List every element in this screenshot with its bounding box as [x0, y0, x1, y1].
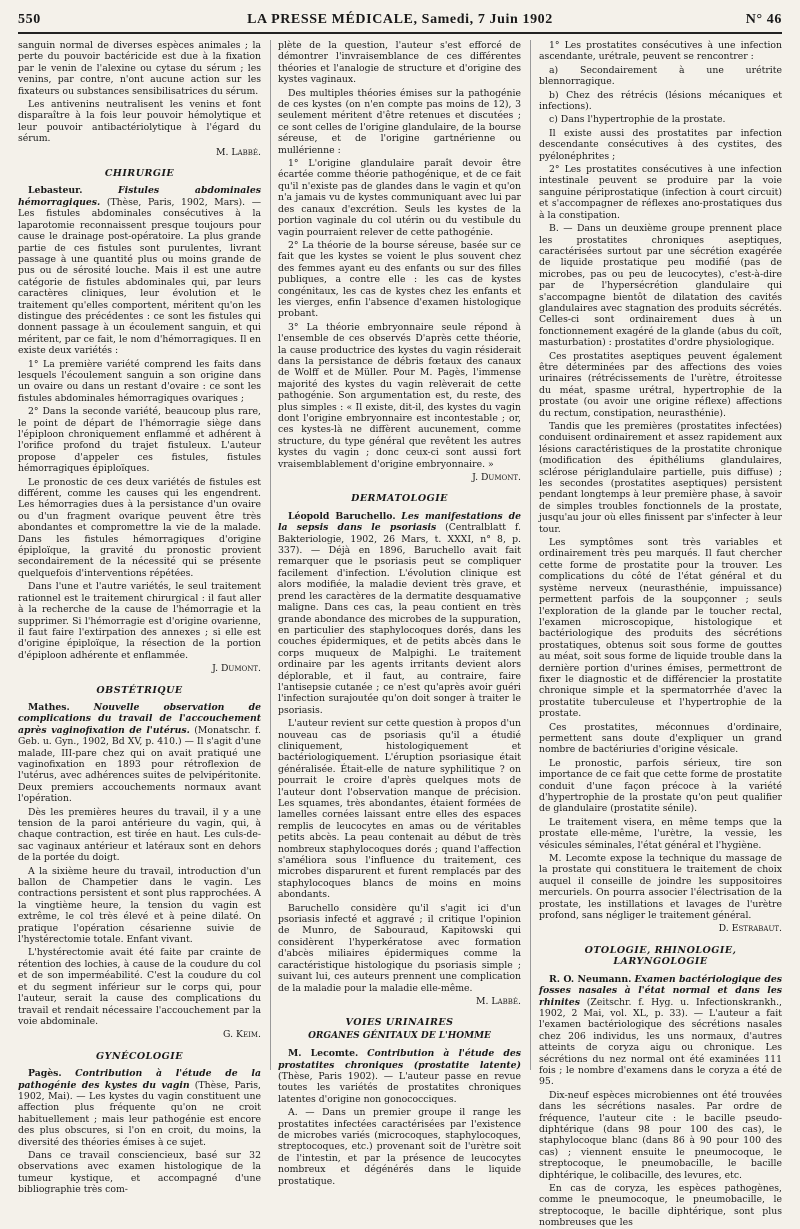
signature: J. Dumont. — [212, 663, 261, 675]
paragraph: A. — Dans un premier groupe il range les prostatites infectées caractérisées par l'existence de microbes variés (microcoques, staphylocoques, streptocoques, etc.) provenant soit de l'urètre soit de l'intestin, et par la présence de leucocytes nombreux et dégénérés dans le liquide prostatique. — [278, 1107, 521, 1187]
paragraph: Le pronostic de ces deux variétés de fistules est différent, comme les causes qui les engendrent. Les hémorragies dues à la persistance d'un ovaire ou d'un fragment ovarique peuvent être très abondantes et compromettre la vie de la malade. Dans les fistules hémorragiques d'origine épiploïque, la gravité du pronostic provient secondairement de la nécessité qui se présente quelquefois d'interventions répétées. — [18, 476, 261, 579]
abstract-lead — [539, 974, 782, 1088]
author: R. O. Neumann. — [549, 973, 632, 985]
article-title: Examen bactériologique des fosses nasales à l'état normal et dans les rhinites — [539, 973, 782, 1008]
author: Pagès. — [28, 1068, 62, 1080]
section-heading-dermatologie: DERMATOLOGIE — [351, 493, 448, 505]
page-number: 550 — [18, 12, 41, 27]
paragraph: Dès les premières heures du travail, il y a une tension de la paroi antérieure du vagin, qui, à chaque contraction, est tirée en haut. Les culs-de-sac vaginaux antérieur et latéraux sont en dehors de la portée du doigt. — [18, 806, 261, 864]
signature: M. Labbé. — [475, 995, 521, 1007]
paragraph: Dans l'une et l'autre variétés, le seul traitement rationnel est le traitement chirurgical : il faut aller à la recherche de la cause de l'hémorragie et la supprimer. Si l'hémorragie est d'origine ovarienne, il faut faire l'extirpation des annexes ; si elle est d'origine épiploïque, la résection de la portion d'épiploon adhérente et enflammée. — [18, 581, 261, 661]
paragraph: Dix-neuf espèces microbiennes ont été trouvées dans les sécrétions nasales. Par ordre de fréquence, l'auteur cite : le bacille pseudo-diphtérique (dans 98 pour 100 des cas), le staphylocoque blanc (dans 86 à 90 pour 100 des cas) ; viennent ensuite le pneumocoque, le streptocoque, le pneumobacille, le bacille diphtérique, le colibacille, des levures, etc. — [539, 1089, 782, 1181]
paragraph: b) Chez des rétrécis (lésions mécaniques et infections). — [539, 89, 782, 113]
paragraph-text: (Thèse, Paris, 1902, Mai). — Les kystes du vagin constituent une affection plus fréquente qu'on ne croit habituellement ; mais leur pathogénie est encore des plus obscures, si l'on en croit, du moins, la diversité des théories émises à ce sujet. — [18, 1079, 261, 1148]
paragraph: 1° La première variété comprend les faits dans lesquels l'écoulement sanguin a son origine dans un ovaire ou dans un restant d'ovaire : ce sont les fistules abdominales hémorragiques ovariques ; — [18, 358, 261, 404]
page-header — [18, 12, 782, 34]
abstract-lead — [18, 185, 261, 356]
paragraph: plète de la question, l'auteur s'est efforcé de démontrer l'invraisemblance de ces différentes théories et l'analogie de structure et d'origine des kystes vaginaux. — [278, 40, 521, 86]
section-heading-otologie: OTOLOGIE, RHINOLOGIE, LARYNGOLOGIE — [584, 944, 737, 968]
paragraph: Il existe aussi des prostatites par infection descendante consécutives à des cystites, des pyélonéphrites ; — [539, 127, 782, 162]
article-title: Contribution à l'étude des prostatites chroniques (prostatite latente) — [278, 1048, 521, 1071]
article-title: Nouvelle observation de complications du travail de l'accouchement après vaginofixation de l'utérus. — [18, 701, 261, 736]
paragraph-text: (Zeitschr. f. Hyg. u. Infectionskrankh., 1902, 2 Mai, vol. XL, p. 33). — L'auteur a fait l'examen bactériologique des sécrétions nasales chez 206 individus, les uns normaux, d'autres atteints de coryza aigu ou chronique. Les sécrétions du nez normal ont été examinées 111 fois ; le nombre d'examens dans le coryza a été de 95. — [539, 996, 782, 1088]
paragraph: A la sixième heure du travail, introduction d'un ballon de Champetier dans le vagin. Les contractions persistent et sont plus rapprochées. A la vingtième heure, la tension du vagin est extrême, le col très élevé et à peine dilaté. On pratique l'opération césarienne suivie de l'hystérectomie totale. Enfant vivant. — [18, 865, 261, 946]
article-title: Les manifestations de la sepsis dans le psoriasis — [278, 510, 521, 534]
paragraph: c) Dans l'hypertrophie de la prostate. — [549, 114, 726, 126]
signature: J. Dumont. — [472, 472, 521, 484]
paragraph: 2° Les prostatites consécutives à une infection intestinale peuvent se produire par la voie sanguine périprostatique (infection à court circuit) et s'accompagner de réflexes ano-prostatiques dus à la constipation. — [539, 164, 782, 221]
paragraph: M. Lecomte expose la technique du massage de la prostate qui constituera le traitement de choix auquel il conseille de joindre les suppositoires mercuriels. On pourra associer l'électrisation de la prostate, les instillations et lavages de l'urètre profond, sans négliger le traitement général. — [539, 853, 782, 922]
author: Léopold Baruchello. — [288, 510, 396, 522]
paragraph: Le traitement visera, en même temps que la prostate elle-même, l'urètre, la vessie, les vésicules séminales, l'état général et l'hygiène. — [539, 816, 782, 851]
author: M. Lecomte. — [288, 1048, 359, 1060]
paragraph: Ces prostatites, méconnues d'ordinaire, permettent sans doute d'expliquer un grand nombre de bactériuries d'origine vésicale. — [539, 721, 782, 756]
paragraph: Les antivenins neutralisent les venins et font disparaître à la fois leur pouvoir hémolytique et leur pouvoir antibactériolytique à l'égard du sérum. — [18, 99, 261, 145]
section-heading-gynecologie: GYNÉCOLOGIE — [96, 1050, 183, 1062]
paragraph: 3° La théorie embryonnaire seule répond à l'ensemble de ces observés D'après cette théorie, la cause productrice des kystes du vagin résiderait dans la persistance de débris fœtaux des canaux de Wolff et de Müller. Pour M. Pagès, l'immense majorité des kystes du vagin relèverait de cette pathogénie. Son argumentation est, du reste, des plus simples : « Il existe, dit-il, des kystes du vagin dont l'origine embryonnaire est incontestable ; or, ces kystes-là ne diffèrent aucunement, comme structure, du type général que revêtent les autres kystes du vagin ; donc ceux-ci sont aussi fort vraisemblablement d'origine embryonnaire. » — [278, 321, 521, 470]
paragraph-text: (Centralblatt f. Bakteriologie, 1902, 26 Mars, t. XXXI, n° 8, p. 337). — Déjà en 1896, Baruchello avait fait remarquer que le psoriasis peut se compliquer facilement d'infection. L'évolution clinique est alors modifiée, la maladie devient très grave, et prend les caractères de la dermatite desquamative maligne. Dans ces cas, la peau contient en très grande abondance des microbes de la suppuration, en particulier des staphylocoques dorés, dans les couches épidermiques, et de petits abcès dans le corps muqueux de Malpighi. Le traitement ordinaire par les agents irritants devient alors déplorable, et il faut, au contraire, faire l'antisepsie cutanée ; ce n'est qu'après avoir guéri l'infection surajoutée qu'on doit songer à traiter le psoriasis. — [278, 522, 521, 716]
section-heading-obstetrique: OBSTÉTRIQUE — [96, 684, 183, 696]
section-heading-voies-urinaires: VOIES URINAIRES — [345, 1017, 454, 1029]
author: Mathes. — [28, 701, 70, 713]
paragraph: Dans ce travail consciencieux, basé sur 32 observations avec examen histologique de la tumeur kystique, et accompagné d'une bibliographie très com- — [18, 1149, 261, 1196]
column-middle — [278, 40, 521, 1187]
paragraph-text: (Monatschr. f. Geb. u. Gyn., 1902, Bd XV, p. 410.) — Il s'agit d'une malade, III-pare chez qui on avait pratiqué une vaginofixation en 1893 pour rétroflexion de l'utérus, avec adhérences suites de pelvipéritonite. Deux premiers accouchements normaux avant l'opération. — [18, 724, 261, 805]
paragraph: Baruchello considère qu'il s'agit ici d'un psoriasis infecté et aggravé ; il critique l'opinion de Munro, de Sabouraud, Kapitowski qui considèrent l'hyperkératose avec formation d'abcès miliaires épidermiques comme la caractéristique histologique du psoriasis simple ; suivant lui, ces auteurs prennent une complication de la maladie pour la maladie elle-même. — [278, 902, 521, 994]
paragraph: a) Secondairement à une urétrite blennorragique. — [539, 64, 782, 88]
paragraph: L'hystérectomie avait été faite par crainte de rétention des lochies, à cause de la coudure du col et de son imperméabilité. C'est la coudure du col et du segment inférieur sur le corps qui, pour l'auteur, serait la cause des complications du travail et rendait nécessaire l'accouchement par la voie abdominale. — [18, 947, 261, 1027]
paragraph: 1° L'origine glandulaire paraît devoir être écartée comme théorie pathogénique, et de ce fait qu'il n'existe pas de glandes dans le vagin et qu'on n'a jamais vu de kystes communiquant avec lui par des canaux d'excrétion. Seuls les kystes de la portion vaginale du col utérin ou du vestibule du vagin pourraient relever de cette pathogénie. — [278, 158, 521, 238]
journal-title: LA PRESSE MÉDICALE, Samedi, 7 Juin 1902 — [247, 12, 553, 27]
issue-number: N° 46 — [745, 12, 782, 27]
paragraph-text: (Thèse, Paris 1902). — L'auteur passe en revue toutes les variétés de prostatites chroniques latentes d'origine non gonococciques. — [278, 1070, 521, 1105]
abstract-lead — [18, 702, 261, 805]
article-title: Contribution à l'étude de la pathogénie des kystes du vagin — [18, 1068, 261, 1091]
column-right — [539, 40, 782, 1229]
abstract-lead — [278, 1048, 521, 1105]
column-left — [18, 40, 261, 1196]
column-divider — [530, 40, 531, 1070]
abstract-lead — [278, 511, 521, 716]
paragraph: En cas de coryza, les espèces pathogènes, comme le pneumocoque, le pneumobacille, le streptocoque, le bacille diphtérique, sont plus nombreuses que les — [539, 1183, 782, 1229]
paragraph: L'auteur revient sur cette question à propos d'un nouveau cas de psoriasis qu'il a étudié cliniquement, histologiquement et bactériologiquement. L'éruption psoriasique était généralisée. Était-elle de nature syphilitique ? on pourrait le croire d'après quelques mots de l'auteur dont l'observation manque de précision. Les squames, très abondantes, étaient formées de lamelles cornées laissant entre elles des espaces remplis de leucocytes en amas ou de véritables petits abcès. La peau contenait au début de très nombreux staphylocoques dorés ; quand l'affection s'améliora sous l'influence du traitement, ces microbes disparurent et furent remplacés par des staphylocoques blancs de moins en moins abondants. — [278, 718, 521, 901]
column-divider — [270, 40, 271, 1070]
paragraph: Tandis que les premières (prostatites infectées) conduisent ordinairement et assez rapidement aux lésions caractéristiques de la prostatite chronique (modification des épithéliums glandulaires, sclérose périglandulaire partielle, puis diffuse) ; les secondes (prostatites aseptiques) persistent pendant longtemps à leur première phase, à savoir de simples troubles fonctionnels de la prostate, jusqu'au jour où elles finissent par s'infecter à leur tour. — [539, 421, 782, 535]
paragraph: B. — Dans un deuxième groupe prennent place les prostatites chroniques aseptiques, caractérisées surtout par une sécrétion exagérée de liquide prostatique peu modifié (pas de microbes, pas ou peu de leucocytes), c'est-à-dire par de l'hypersécrétion glandulaire qui s'accompagne bientôt de dilatation des cavités glandulaires avec stagnation des produits sécrétés. Celles-ci sont ordinairement dues à un fonctionnement exagéré de la glande (abus du coït, masturbation) : prostatites d'ordre physiologique. — [539, 223, 782, 349]
paragraph: 2° La théorie de la bourse séreuse, basée sur ce fait que les kystes se voient le plus souvent chez des femmes ayant eu des enfants ou sur des filles publiques, a contre elle : les cas de kystes congénitaux, les cas de kystes chez les enfants et les vierges, enfin l'absence d'examen histologique probant. — [278, 239, 521, 320]
abstract-lead — [18, 1068, 261, 1148]
paragraph: Ces prostatites aseptiques peuvent également être déterminées par des affections des voies urinaires (rétrécissements de l'urètre, étroitesse du méat, spasme urétral, hypertrophie de la prostate (ou avoir une origine réflexe) affections du rectum, constipation, neurasthénie). — [539, 350, 782, 419]
paragraph: Des multiples théories émises sur la pathogénie de ces kystes (on n'en compte pas moins de 12), 3 seulement méritent d'être retenues et discutées ; ce sont celles de l'origine glandulaire, de la bourse séreuse, et de l'origine gartnérienne ou mullérienne : — [278, 87, 521, 156]
paragraph: 2° Dans la seconde variété, beaucoup plus rare, le point de départ de l'hémorragie siège dans l'épiploon chroniquement enflammé et adhérent à l'orifice profond du trajet fistuleux. L'auteur propose d'appeler ces fistules, fistules hémorragiques épiploïques. — [18, 406, 261, 475]
paragraph: Le pronostic, parfois sérieux, tire son importance de ce fait que cette forme de prostatite conduit d'une façon précoce à la variété d'hypertrophie de la prostate qu'on peut qualifier de glandulaire (prostatite sénile). — [539, 757, 782, 815]
section-heading-chirurgie: CHIRURGIE — [104, 168, 175, 180]
subsection-heading: ORGANES GÉNITAUX DE L'HOMME — [308, 1030, 491, 1041]
paragraph: sanguin normal de diverses espèces animales ; la perte du pouvoir bactéricide est due à la fixation par le venin de l'alexine ou cytase du sérum ; les venins, par contre, n'ont aucune action sur les fixateurs ou substances sensibilisatrices du sérum. — [18, 40, 261, 97]
article-title: Fistules abdominales hémorragiques. — [18, 185, 261, 208]
paragraph-text: (Thèse, Paris, 1902, Mars). — Les fistules abdominales consécutives à la laparotomie reconnaissent presque toujours pour cause le drainage post-opératoire. La plus grande partie de ces fistules sont purulentes, livrant passage à une quantité plus ou moins grande de pus ou de sérosité louche. Mais il est une autre catégorie de fistules abdominales qui, par leurs caractères cliniques, leur évolution et le traitement qu'elles comportent, méritent qu'on les distingue des précédentes : ce sont les fistules qui donnent passage à un écoulement sanguin, et qui méritent, par ce fait, le nom d'hémorragiques. Il en existe deux variétés : — [18, 196, 261, 357]
paragraph: 1° Les prostatites consécutives à une infection ascendante, urétrale, peuvent se rencontrer : — [539, 40, 782, 63]
signature: D. Estrabaut. — [718, 923, 782, 935]
paragraph: Les symptômes sont très variables et ordinairement très peu marqués. Il faut chercher cette forme de prostatite pour la trouver. Les complications du côté de l'état général et du système nerveux (neurasthénie, impuissance) permettent parfois de la soupçonner ; seuls l'exploration de la glande par le toucher rectal, l'examen microscopique, histologique et bactériologique des produits des sécrétions prostatiques, obtenus soit sous forme de gouttes au méat, soit sous forme de liquide trouble dans la dernière portion d'urines émises, permettront de fixer le diagnostic et de différencier la prostatite chronique simple et la spermatorrhée d'avec la prostatite tuberculeuse et l'hypertrophie de la prostate. — [539, 537, 782, 720]
signature: M. Labbé. — [215, 146, 261, 158]
author: Lebasteur. — [28, 185, 83, 197]
signature: G. Keim. — [223, 1029, 261, 1041]
